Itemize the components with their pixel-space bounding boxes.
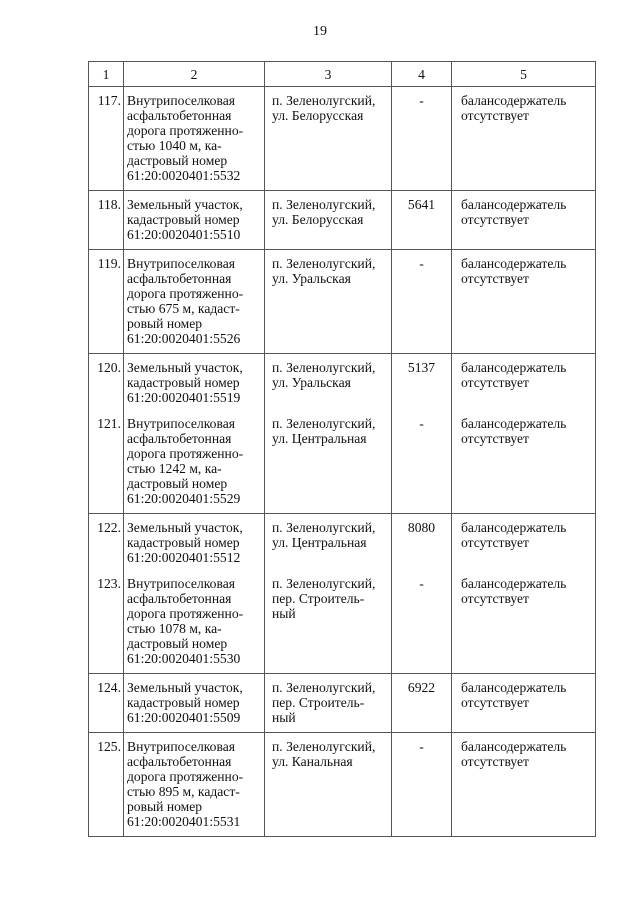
table-header-row [89,62,596,87]
name-line: 61:20:0020401:5512 [127,550,241,565]
address-line: ул. Уральская [272,375,351,390]
name-line: стью 1040 м, ка- [127,138,222,153]
property-register-table [88,61,596,837]
balance-holder [452,87,596,191]
name-line: дастровый номер [127,636,228,651]
object-area: - [392,250,452,354]
name-line: ровый номер [127,316,203,331]
object-name [124,674,265,733]
name-line: асфальтобетонная [127,754,232,769]
object-address [265,514,392,573]
name-line: стью 1078 м, ка- [127,621,222,636]
object-name [124,354,265,413]
row-number: 119. [89,250,124,354]
name-line: асфальтобетонная [127,271,232,286]
row-number: 122. [89,514,124,573]
holder-line: балансодержатель [461,576,567,591]
address-line: п. Зеленолугский, [272,416,376,431]
table-row [89,572,596,674]
name-line: асфальтобетонная [127,108,232,123]
object-name [124,87,265,191]
address-line: ул. Белорусская [272,212,364,227]
name-line: дорога протяженно- [127,446,244,461]
holder-line: балансодержатель [461,739,567,754]
name-line: стью 1242 м, ка- [127,461,222,476]
table-row [89,87,596,191]
name-line: 61:20:0020401:5509 [127,710,241,725]
name-line: ровый номер [127,799,203,814]
holder-line: отсутствует [461,431,530,446]
object-area: 5641 [392,191,452,250]
address-line: ный [272,710,296,725]
row-number: 121. [89,412,124,514]
name-line: кадастровый номер [127,695,240,710]
object-name [124,733,265,837]
column-header: 5 [452,62,596,87]
name-line: 61:20:0020401:5530 [127,651,241,666]
object-area: 5137 [392,354,452,413]
column-header: 2 [124,62,265,87]
name-line: асфальтобетонная [127,431,232,446]
holder-line: отсутствует [461,591,530,606]
balance-holder [452,733,596,837]
row-number: 125. [89,733,124,837]
column-header: 1 [89,62,124,87]
name-line: Земельный участок, [127,520,243,535]
table-row [89,733,596,837]
holder-line: отсутствует [461,535,530,550]
object-address [265,191,392,250]
row-number: 117. [89,87,124,191]
name-line: кадастровый номер [127,375,240,390]
address-line: п. Зеленолугский, [272,576,376,591]
name-line: Внутрипоселковая [127,256,235,271]
name-line: кадастровый номер [127,212,240,227]
row-number: 118. [89,191,124,250]
holder-line: балансодержатель [461,197,567,212]
address-line: ул. Белорусская [272,108,364,123]
object-name [124,191,265,250]
address-line: ный [272,606,296,621]
name-line: 61:20:0020401:5519 [127,390,241,405]
address-line: п. Зеленолугский, [272,93,376,108]
name-line: кадастровый номер [127,535,240,550]
name-line: стью 675 м, кадаст- [127,301,240,316]
object-area: 8080 [392,514,452,573]
address-line: ул. Центральная [272,535,367,550]
object-address [265,733,392,837]
address-line: пер. Строитель- [272,591,365,606]
address-line: ул. Канальная [272,754,353,769]
object-name [124,250,265,354]
holder-line: отсутствует [461,695,530,710]
name-line: Внутрипоселковая [127,576,235,591]
name-line: дорога протяженно- [127,123,244,138]
object-address [265,87,392,191]
name-line: Земельный участок, [127,680,243,695]
row-number: 120. [89,354,124,413]
holder-line: отсутствует [461,754,530,769]
address-line: ул. Уральская [272,271,351,286]
table-row [89,412,596,514]
table-body [89,87,596,837]
object-address [265,674,392,733]
object-area: - [392,87,452,191]
name-line: Внутрипоселковая [127,416,235,431]
object-address [265,572,392,674]
name-line: 61:20:0020401:5532 [127,168,241,183]
address-line: ул. Центральная [272,431,367,446]
object-area: 6922 [392,674,452,733]
balance-holder [452,354,596,413]
name-line: Внутрипоселковая [127,93,235,108]
name-line: дастровый номер [127,476,228,491]
name-line: 61:20:0020401:5531 [127,814,241,829]
row-number: 123. [89,572,124,674]
column-header: 4 [392,62,452,87]
object-area: - [392,572,452,674]
address-line: п. Зеленолугский, [272,680,376,695]
table-row [89,514,596,573]
balance-holder [452,514,596,573]
balance-holder [452,412,596,514]
table-row [89,354,596,413]
object-address [265,354,392,413]
object-address [265,412,392,514]
holder-line: отсутствует [461,212,530,227]
holder-line: балансодержатель [461,416,567,431]
balance-holder [452,572,596,674]
object-address [265,250,392,354]
name-line: дорога протяженно- [127,769,244,784]
holder-line: балансодержатель [461,680,567,695]
name-line: дорога протяженно- [127,286,244,301]
object-name [124,514,265,573]
object-area: - [392,412,452,514]
page-number: 19 [313,24,327,39]
holder-line: балансодержатель [461,360,567,375]
name-line: Земельный участок, [127,197,243,212]
address-line: пер. Строитель- [272,695,365,710]
name-line: дорога протяженно- [127,606,244,621]
holder-line: балансодержатель [461,520,567,535]
table-row [89,674,596,733]
name-line: 61:20:0020401:5526 [127,331,241,346]
address-line: п. Зеленолугский, [272,520,376,535]
row-number: 124. [89,674,124,733]
name-line: 61:20:0020401:5529 [127,491,241,506]
holder-line: балансодержатель [461,93,567,108]
holder-line: отсутствует [461,375,530,390]
address-line: п. Зеленолугский, [272,739,376,754]
address-line: п. Зеленолугский, [272,197,376,212]
balance-holder [452,674,596,733]
holder-line: отсутствует [461,271,530,286]
name-line: асфальтобетонная [127,591,232,606]
address-line: п. Зеленолугский, [272,360,376,375]
object-area: - [392,733,452,837]
holder-line: балансодержатель [461,256,567,271]
object-name [124,572,265,674]
name-line: дастровый номер [127,153,228,168]
holder-line: отсутствует [461,108,530,123]
table-row [89,191,596,250]
name-line: Внутрипоселковая [127,739,235,754]
name-line: 61:20:0020401:5510 [127,227,241,242]
table-row [89,250,596,354]
name-line: стью 895 м, кадаст- [127,784,240,799]
object-name [124,412,265,514]
balance-holder [452,250,596,354]
name-line: Земельный участок, [127,360,243,375]
balance-holder [452,191,596,250]
column-header: 3 [265,62,392,87]
address-line: п. Зеленолугский, [272,256,376,271]
